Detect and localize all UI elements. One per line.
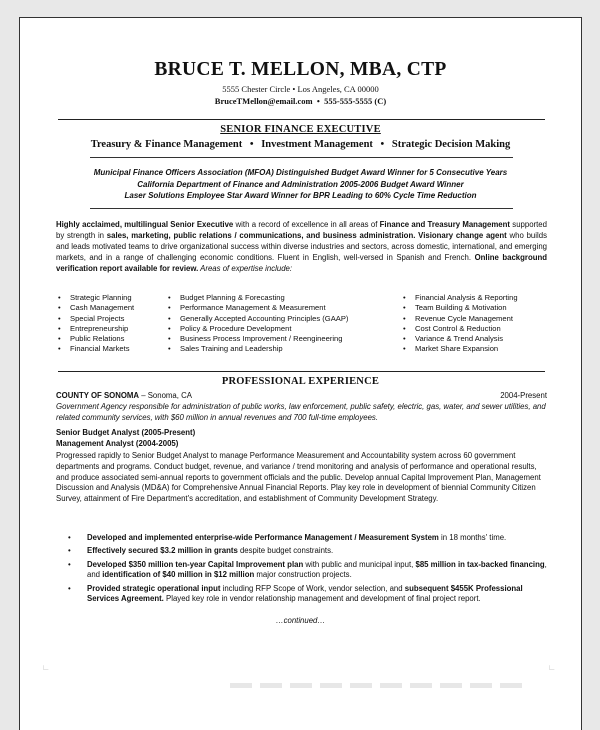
corner-mark-left: ∟	[42, 663, 50, 672]
awards-divider	[90, 157, 513, 158]
candidate-name: BRUCE T. MELLON, MBA, CTP	[154, 59, 447, 80]
bullet-separator: •	[314, 96, 325, 106]
skill-item: • Variance & Trend Analysis	[401, 334, 518, 344]
skill-item: • Generally Accepted Accounting Principles (GAAP)	[166, 314, 348, 324]
skills-column-1	[56, 293, 134, 355]
award-line: Municipal Finance Officers Association (MFOA) Distinguished Budget Award Winner for 5 Consecutive Years	[93, 168, 508, 177]
continued-note: …continued…	[275, 616, 326, 625]
skill-item: • Policy & Procedure Development	[166, 324, 348, 334]
award-line: Laser Solutions Employee Star Award Winner for BPR Leading to 60% Cycle Time Reduction	[124, 191, 477, 200]
skill-item: • Cash Management	[56, 303, 134, 313]
email-link[interactable]: BruceTMellon@email.com	[214, 96, 313, 106]
job-title: Senior Budget Analyst (2005-Present)	[56, 428, 196, 437]
experience-divider	[58, 371, 545, 372]
skill-item: • Team Building & Motivation	[401, 303, 518, 313]
skill-item: • Strategic Planning	[56, 293, 134, 303]
skill-item: • Financial Analysis & Reporting	[401, 293, 518, 303]
achievement-item: • Developed $350 million ten-year Capital Improvement plan with public and municipal input, $85 million in tax-backed financing, and identification of $40 million in $12 million major construction projects.	[56, 560, 547, 582]
faded-footer-text	[230, 683, 530, 688]
job-dates: 2004-Present	[500, 391, 547, 400]
address-line: 5555 Chester Circle • Los Angeles, CA 00000	[222, 84, 379, 94]
skill-item: • Budget Planning & Forecasting	[166, 293, 348, 303]
skill-item: • Cost Control & Reduction	[401, 324, 518, 334]
specialty-item: Investment Management	[261, 139, 373, 150]
award-line: California Department of Finance and Administration 2005-2006 Budget Award Winner	[137, 179, 464, 189]
summary-paragraph: Highly acclaimed, multilingual Senior Executive with a record of excellence in all areas of Finance and Treasury Management supported by strength in sales, marketing, public relations / communications, and business administration. Visionary change agent who builds and leads motivated teams to drive organizational success within diverse industries and sectors, across domestic, international, and emerging markets, and in a range of challenging economic conditions. Fluent in English, well-versed in Spanish and French. Online background verification report available for review. Areas of expertise include:	[56, 220, 547, 273]
phone-number: 555-555-5555 (C)	[324, 96, 387, 106]
skill-item: • Market Share Expansion	[401, 344, 518, 354]
specialties-line: Treasury & Finance Management • Investment Management • Strategic Decision Making	[90, 139, 511, 150]
job-title: Management Analyst (2004-2005)	[56, 438, 179, 448]
achievements-list	[56, 533, 547, 608]
employer-description: Government Agency responsible for administration of public works, law enforcement, public safety, electric, gas, water, and sewer utilities, and related community services, with $60 million in annual revenues and 700 full-time employees.	[56, 402, 546, 422]
specialty-item: Strategic Decision Making	[391, 139, 511, 150]
awards-block	[20, 167, 581, 202]
header-divider	[58, 119, 545, 120]
achievement-item: • Developed and implemented enterprise-wide Performance Management / Measurement System in 18 months' time.	[56, 533, 547, 544]
skill-item: • Performance Management & Measurement	[166, 303, 348, 313]
employer-location: – Sonoma, CA	[139, 391, 192, 400]
contact-line	[20, 96, 581, 106]
skills-column-2	[166, 293, 348, 355]
resume-page	[19, 17, 582, 730]
achievement-item: • Provided strategic operational input including RFP Scope of Work, vendor selection, and subsequent $455K Professional Services Agreement. Played key role in vendor relationship management and development of final project report.	[56, 584, 547, 606]
corner-mark-right: ∟	[548, 663, 556, 672]
skill-item: • Special Projects	[56, 314, 134, 324]
skill-item: • Entrepreneurship	[56, 324, 134, 334]
headline: SENIOR FINANCE EXECUTIVE	[220, 124, 381, 135]
achievement-item: • Effectively secured $3.2 million in grants despite budget constraints.	[56, 546, 547, 557]
job-responsibilities: Progressed rapidly to Senior Budget Analyst to manage Performance Measurement and Accountability system across 60 government departments and programs. Conduct budget, revenue, and variance / trend monitoring and analysis of performance and operational results, and produce associated semi-annual reports to government officials and the public. Develop annual Capital Improvement Plan, Management Discussion and Analysis (MD&A) for Comprehensive Annual Financial Reports. Play key role in development of biennial Community Citizen Survey, attainment of Fire Department's accreditation, and establishment of Community Development Strategy.	[56, 451, 541, 504]
skills-column-3	[401, 293, 518, 355]
experience-title: PROFESSIONAL EXPERIENCE	[221, 376, 380, 387]
skill-item: • Financial Markets	[56, 344, 134, 354]
job-titles	[56, 428, 547, 450]
specialty-item: Treasury & Finance Management	[90, 139, 243, 150]
job-header	[56, 391, 547, 402]
skill-item: • Public Relations	[56, 334, 134, 344]
skill-item: • Business Process Improvement / Reengineering	[166, 334, 348, 344]
awards-bottom-divider	[90, 208, 513, 209]
skill-item: • Sales Training and Leadership	[166, 344, 348, 354]
employer-name: COUNTY OF SONOMA	[56, 391, 140, 400]
skill-item: • Revenue Cycle Management	[401, 314, 518, 324]
